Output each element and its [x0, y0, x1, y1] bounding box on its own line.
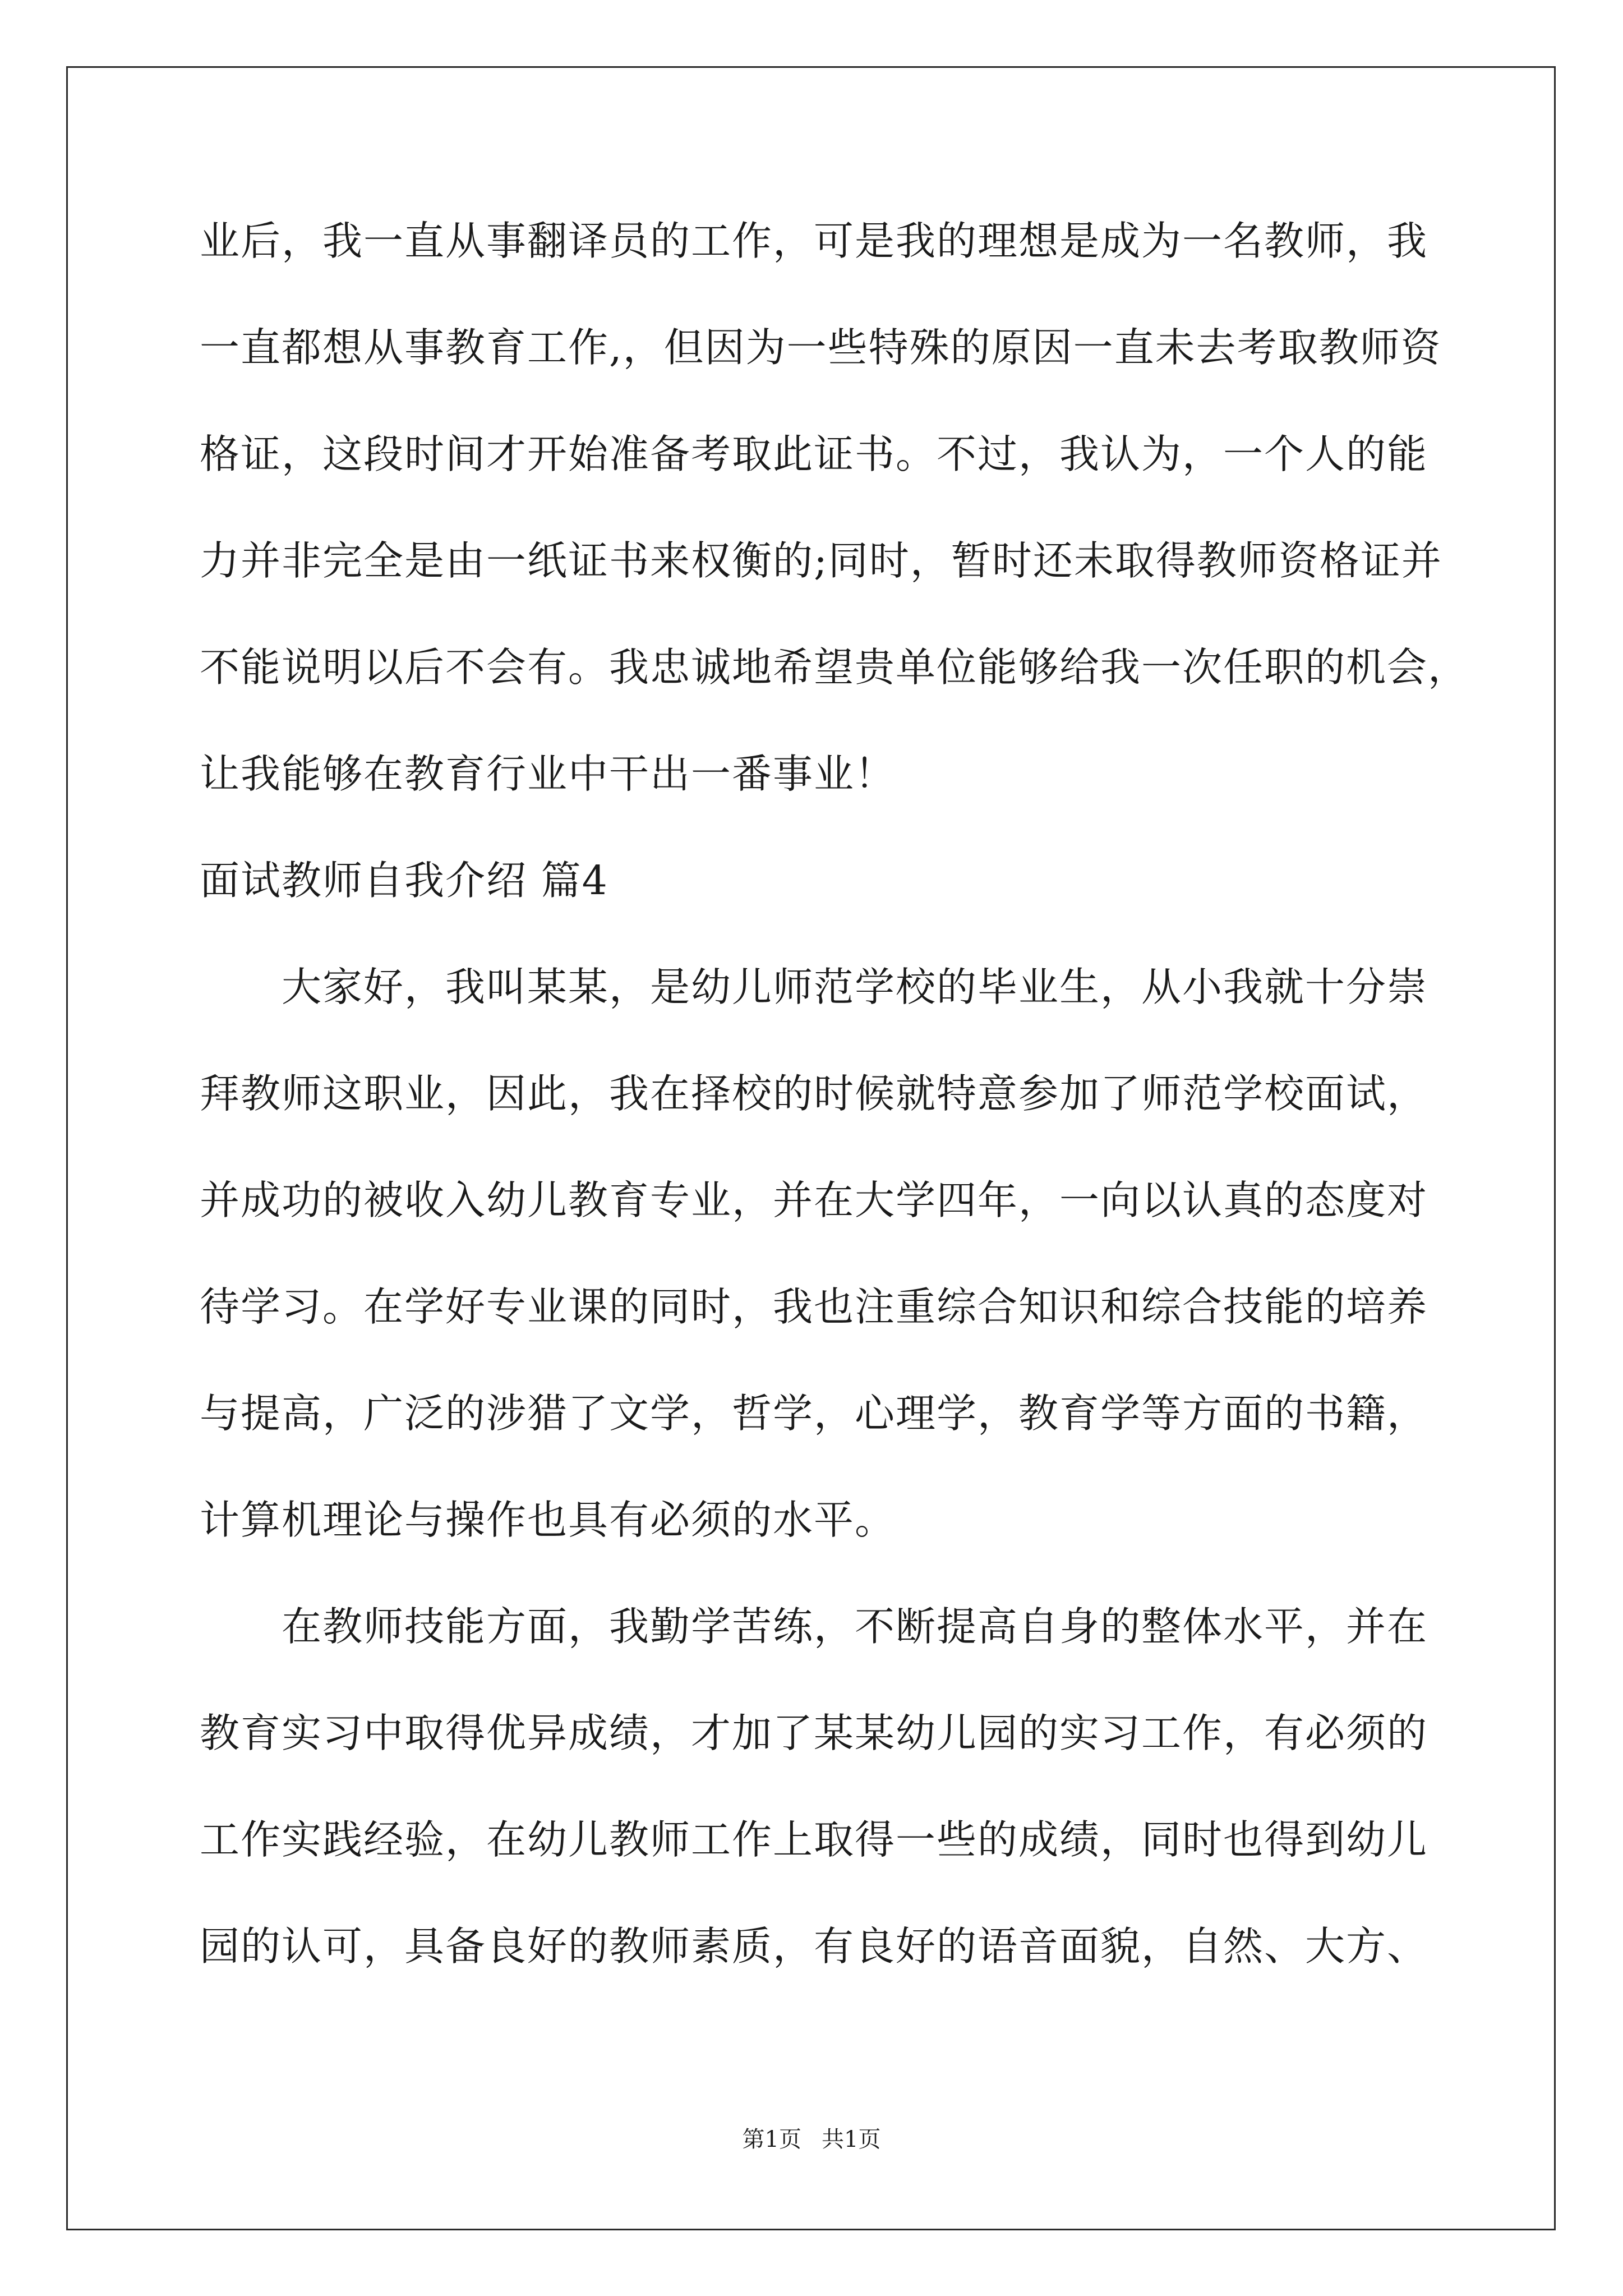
- text-line: 与提高，广泛的涉猎了文学，哲学，心理学，教育学等方面的书籍，: [200, 1390, 1428, 1437]
- text-line: 待学习。在学好专业课的同时，我也注重综合知识和综合技能的培养: [200, 1283, 1428, 1330]
- text-line: 拜教师这职业，因此，我在择校的时候就特意参加了师范学校面试，: [200, 1070, 1428, 1117]
- text-line: 教育实习中取得优异成绩，才加了某某幼儿园的实习工作，有必须的: [200, 1710, 1428, 1756]
- text-line: 格证，这段时间才开始准备考取此证书。不过，我认为，一个人的能: [200, 431, 1428, 477]
- text-line: 并成功的被收入幼儿教育专业，并在大学四年，一向以认真的态度对: [200, 1177, 1428, 1223]
- text-line: 业后，我一直从事翻译员的工作，可是我的理想是成为一名教师，我: [200, 218, 1428, 264]
- page-total: 共1页: [822, 2127, 881, 2152]
- text-line: 力并非完全是由一纸证书来权衡的;同时，暂时还未取得教师资格证并: [200, 537, 1442, 584]
- page-number: 第1页: [742, 2127, 801, 2152]
- text-line: 工作实践经验，在幼儿教师工作上取得一些的成绩，同时也得到幼儿: [200, 1816, 1428, 1863]
- page-footer: [0, 2124, 1623, 2155]
- text-line: 在教师技能方面，我勤学苦练，不断提高自身的整体水平，并在: [200, 1603, 1428, 1650]
- page-border: [66, 66, 1556, 2230]
- text-line: 不能说明以后不会有。我忠诚地希望贵单位能够给我一次任职的机会，: [200, 644, 1469, 691]
- text-line: 一直都想从事教育工作,，但因为一些特殊的原因一直未去考取教师资: [200, 324, 1442, 371]
- text-line: 让我能够在教育行业中干出一番事业！: [200, 751, 896, 797]
- text-line: 园的认可，具备良好的教师素质，有良好的语音面貌，自然、大方、: [200, 1923, 1428, 1970]
- text-line: 计算机理论与操作也具有必须的水平。: [200, 1497, 896, 1543]
- text-line: 大家好，我叫某某，是幼儿师范学校的毕业生，从小我就十分崇: [200, 964, 1428, 1010]
- section-heading: 面试教师自我介绍 篇4: [200, 857, 608, 904]
